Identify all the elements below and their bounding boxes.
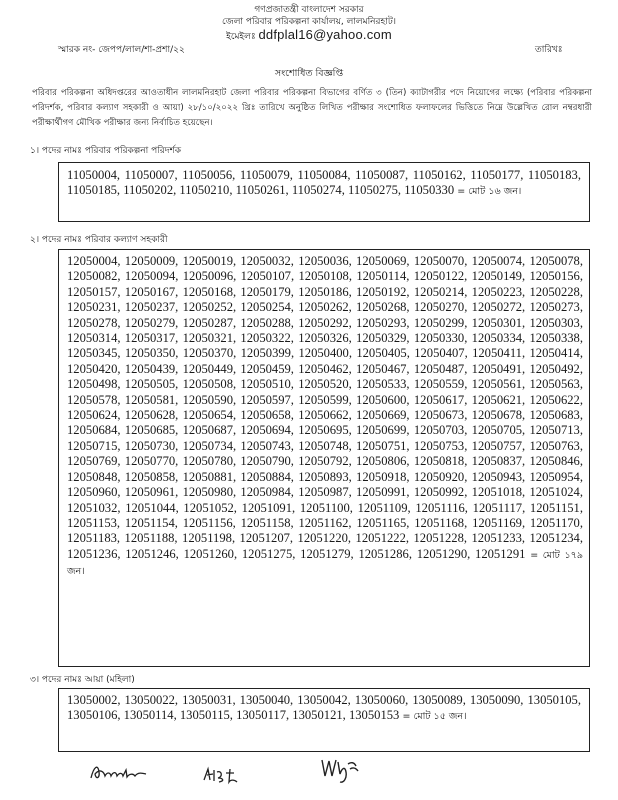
email-label: ইমেইলঃ [226, 32, 256, 42]
post-2-total: = মোট ১৭৯ জন। [67, 549, 584, 578]
memo-number: স্মারক নং- জেপপ/লাল/শা-প্রশা/২২ [58, 45, 185, 55]
post-2-roll-box [58, 249, 590, 667]
post-2-label: ২। পদের নামঃ পরিবার কল্যাণ সহকারী [30, 235, 168, 245]
post-1-label: ১। পদের নামঃ পরিবার পরিকল্পনা পরিদর্শক [30, 146, 182, 156]
post-1-rolls: 11050004, 11050007, 11050056, 11050079, 11050084, 11050087, 11050162, 11050177, 11050183, 11050185, 11050202, 11050210, 11050261, 11050274, 11050275, 11050330 [67, 168, 581, 198]
post-2-rolls: 12050004, 12050009, 12050019, 12050032, 12050036, 12050069, 12050070, 12050074, 12050078, 12050082, 12050094, 12050096, 12050107, 12050108, 12050114, 12050122, 12050149, 12050156, 12050157, 12050167, 12050168, 12050179, 12050186, 12050192, 12050214, 12050223, 12050228, 12050231, 12050237, 12050252, 12050254, 12050262, 12050268, 12050270, 12050272, 12050273, 12050278, 12050279, 12050287, 12050288, 12050292, 12050293, 12050299, 12050301, 12050303, 12050314, 12050317, 12050321, 12050322, 12050326, 12050329, 12050330, 12050334, 12050338, 12050345, 12050350, 12050370, 12050399, 12050400, 12050405, 12050407, 12050411, 12050414, 12050420, 12050439, 12050449, 12050459, 12050462, 12050467, 12050487, 12050491, 12050492, 12050498, 12050505, 12050508, 12050510, 12050520, 12050533, 12050559, 12050561, 12050563, 12050578, 12050581, 12050590, 12050597, 12050599, 12050600, 12050617, 12050621, 12050622, 12050624, 12050628, 12050654, 12050658, 12050662, 12050669, 12050673, 12050678, 12050683, 12050684, 12050685, 12050687, 12050694, 12050695, 12050699, 12050703, 12050705, 12050713, 12050715, 12050730, 12050734, 12050743, 12050748, 12050751, 12050753, 12050757, 12050763, 12050769, 12050770, 12050780, 12050790, 12050792, 12050806, 12050818, 12050837, 12050846, 12050848, 12050858, 12050881, 12050884, 12050893, 12050918, 12050920, 12050943, 12050954, 12050960, 12050961, 12050980, 12050984, 12050987, 12050991, 12050992, 12051018, 12051024, 12051032, 12051044, 12051052, 12051091, 12051100, 12051109, 12051116, 12051117, 12051151, 12051153, 12051154, 12051156, 12051158, 12051162, 12051165, 12051168, 12051169, 12051170, 12051183, 12051188, 12051198, 12051207, 12051220, 12051222, 12051228, 12051233, 12051234, 12051236, 12051246, 12051260, 12051275, 12051279, 12051286, 12051290, 12051291 [67, 254, 583, 561]
date-label: তারিখঃ [535, 45, 563, 55]
post-1-total: = মোট ১৬ জন। [457, 186, 522, 198]
post-3-roll-list [67, 693, 581, 725]
post-1-roll-list [67, 168, 581, 200]
email-line [0, 28, 618, 44]
office-name: জেলা পরিবার পরিকল্পনা কার্যালয়, লালমনিরহাট। [222, 17, 396, 27]
signature-3 [318, 752, 362, 786]
signature-1 [88, 760, 150, 784]
post-3-rolls: 13050002, 13050022, 13050031, 13050040, 13050042, 13050060, 13050089, 13050090, 13050105, 13050106, 13050114, 13050115, 13050117, 13050121, 13050153 [67, 693, 581, 723]
post-3-label: ৩। পদের নামঃ আয়া (মহিলা) [30, 675, 135, 685]
govt-heading: গণপ্রজাতন্ত্রী বাংলাদেশ সরকার [254, 5, 364, 15]
email-address: ddfplal16@yahoo.com [258, 27, 392, 42]
notice-title: সংশোধিত বিজ্ঞপ্তি [274, 68, 344, 79]
post-3-roll-box [58, 688, 590, 752]
signature-2 [200, 764, 240, 786]
post-3-total: = মোট ১৫ জন। [402, 711, 467, 723]
post-1-roll-box [58, 162, 590, 222]
post-2-roll-list [67, 254, 583, 580]
notice-intro: পরিবার পরিকল্পনা অধিদপ্তরের আওতাধীন লালমনিরহাট জেলা পরিবার পরিকল্পনা বিভাগের বর্ণিত ৩ (তিন) ক্যাটাগরীর পদে নিয়োগের লক্ষ্যে (পরিবার পরিকল্পনা পরিদর্শক, পরিবার কল্যাণ সহকারী ও আয়া) ২৮/১০/২০২২ খ্রিঃ তারিখে অনুষ্ঠিত লিখিত পরীক্ষার সংশোধিত ফলাফলের ভিত্তিতে নিম্নে উল্লেখিত রোল নম্বরধারী পরীক্ষার্থীগণ মৌখিক পরীক্ষার জন্য নির্বাচিত হয়েছেন। [32, 88, 592, 128]
